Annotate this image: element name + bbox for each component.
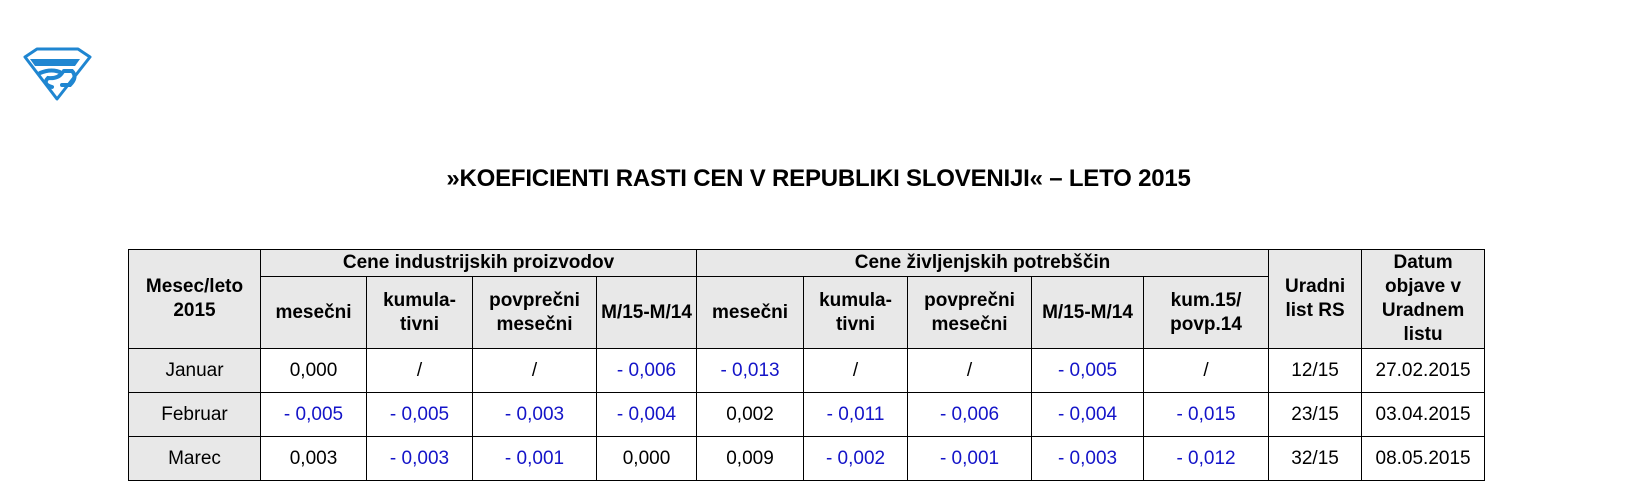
living-cum15-avg14-header: kum.15/ povp.14 [1144, 277, 1269, 349]
page-title: »KOEFICIENTI RASTI CEN V REPUBLIKI SLOVENIJI« – LETO 2015 [446, 165, 1191, 192]
industrial-prices-group-header: Cene industrijskih proizvodov [261, 250, 697, 277]
value-cell: / [473, 349, 597, 393]
value-cell: - 0,015 [1144, 393, 1269, 437]
month-cell: Marec [129, 437, 261, 481]
living-average-monthly-header: povprečni mesečni [908, 277, 1032, 349]
official-gazette-column-header: Uradni list RS [1269, 250, 1362, 349]
gazette-cell: 23/15 [1269, 393, 1362, 437]
value-cell: / [1144, 349, 1269, 393]
value-cell: - 0,013 [697, 349, 804, 393]
value-cell: - 0,005 [261, 393, 367, 437]
month-cell: Januar [129, 349, 261, 393]
value-cell: - 0,002 [804, 437, 908, 481]
date-cell: 08.05.2015 [1362, 437, 1485, 481]
value-cell: - 0,001 [473, 437, 597, 481]
date-cell: 03.04.2015 [1362, 393, 1485, 437]
industrial-monthly-header: mesečni [261, 277, 367, 349]
table-row [129, 393, 1485, 437]
publication-date-column-header: Datum objave v Uradnem listu [1362, 250, 1485, 349]
gazette-cell: 32/15 [1269, 437, 1362, 481]
industrial-average-monthly-header: povprečni mesečni [473, 277, 597, 349]
value-cell: - 0,005 [1032, 349, 1144, 393]
value-cell: - 0,005 [367, 393, 473, 437]
table-row [129, 437, 1485, 481]
value-cell: - 0,001 [908, 437, 1032, 481]
month-cell: Februar [129, 393, 261, 437]
date-cell: 27.02.2015 [1362, 349, 1485, 393]
value-cell: 0,003 [261, 437, 367, 481]
value-cell: 0,000 [597, 437, 697, 481]
price-coefficients-table [128, 249, 1485, 481]
value-cell: - 0,003 [473, 393, 597, 437]
value-cell: / [367, 349, 473, 393]
value-cell: 0,009 [697, 437, 804, 481]
value-cell: - 0,004 [597, 393, 697, 437]
value-cell: - 0,012 [1144, 437, 1269, 481]
value-cell: - 0,006 [908, 393, 1032, 437]
value-cell: - 0,006 [597, 349, 697, 393]
value-cell: / [908, 349, 1032, 393]
living-monthly-header: mesečni [697, 277, 804, 349]
value-cell: 0,002 [697, 393, 804, 437]
value-cell: - 0,003 [367, 437, 473, 481]
industrial-cumulative-header: kumula-tivni [367, 277, 473, 349]
living-costs-group-header: Cene življenjskih potrebščin [697, 250, 1269, 277]
value-cell: 0,000 [261, 349, 367, 393]
value-cell: / [804, 349, 908, 393]
industrial-m15-m14-header: M/15-M/14 [597, 277, 697, 349]
table-row [129, 349, 1485, 393]
gazette-cell: 12/15 [1269, 349, 1362, 393]
value-cell: - 0,011 [804, 393, 908, 437]
living-cumulative-header: kumula-tivni [804, 277, 908, 349]
living-m15-m14-header: M/15-M/14 [1032, 277, 1144, 349]
sd-logo-icon [22, 47, 92, 103]
month-column-header: Mesec/leto 2015 [129, 250, 261, 349]
value-cell: - 0,004 [1032, 393, 1144, 437]
value-cell: - 0,003 [1032, 437, 1144, 481]
